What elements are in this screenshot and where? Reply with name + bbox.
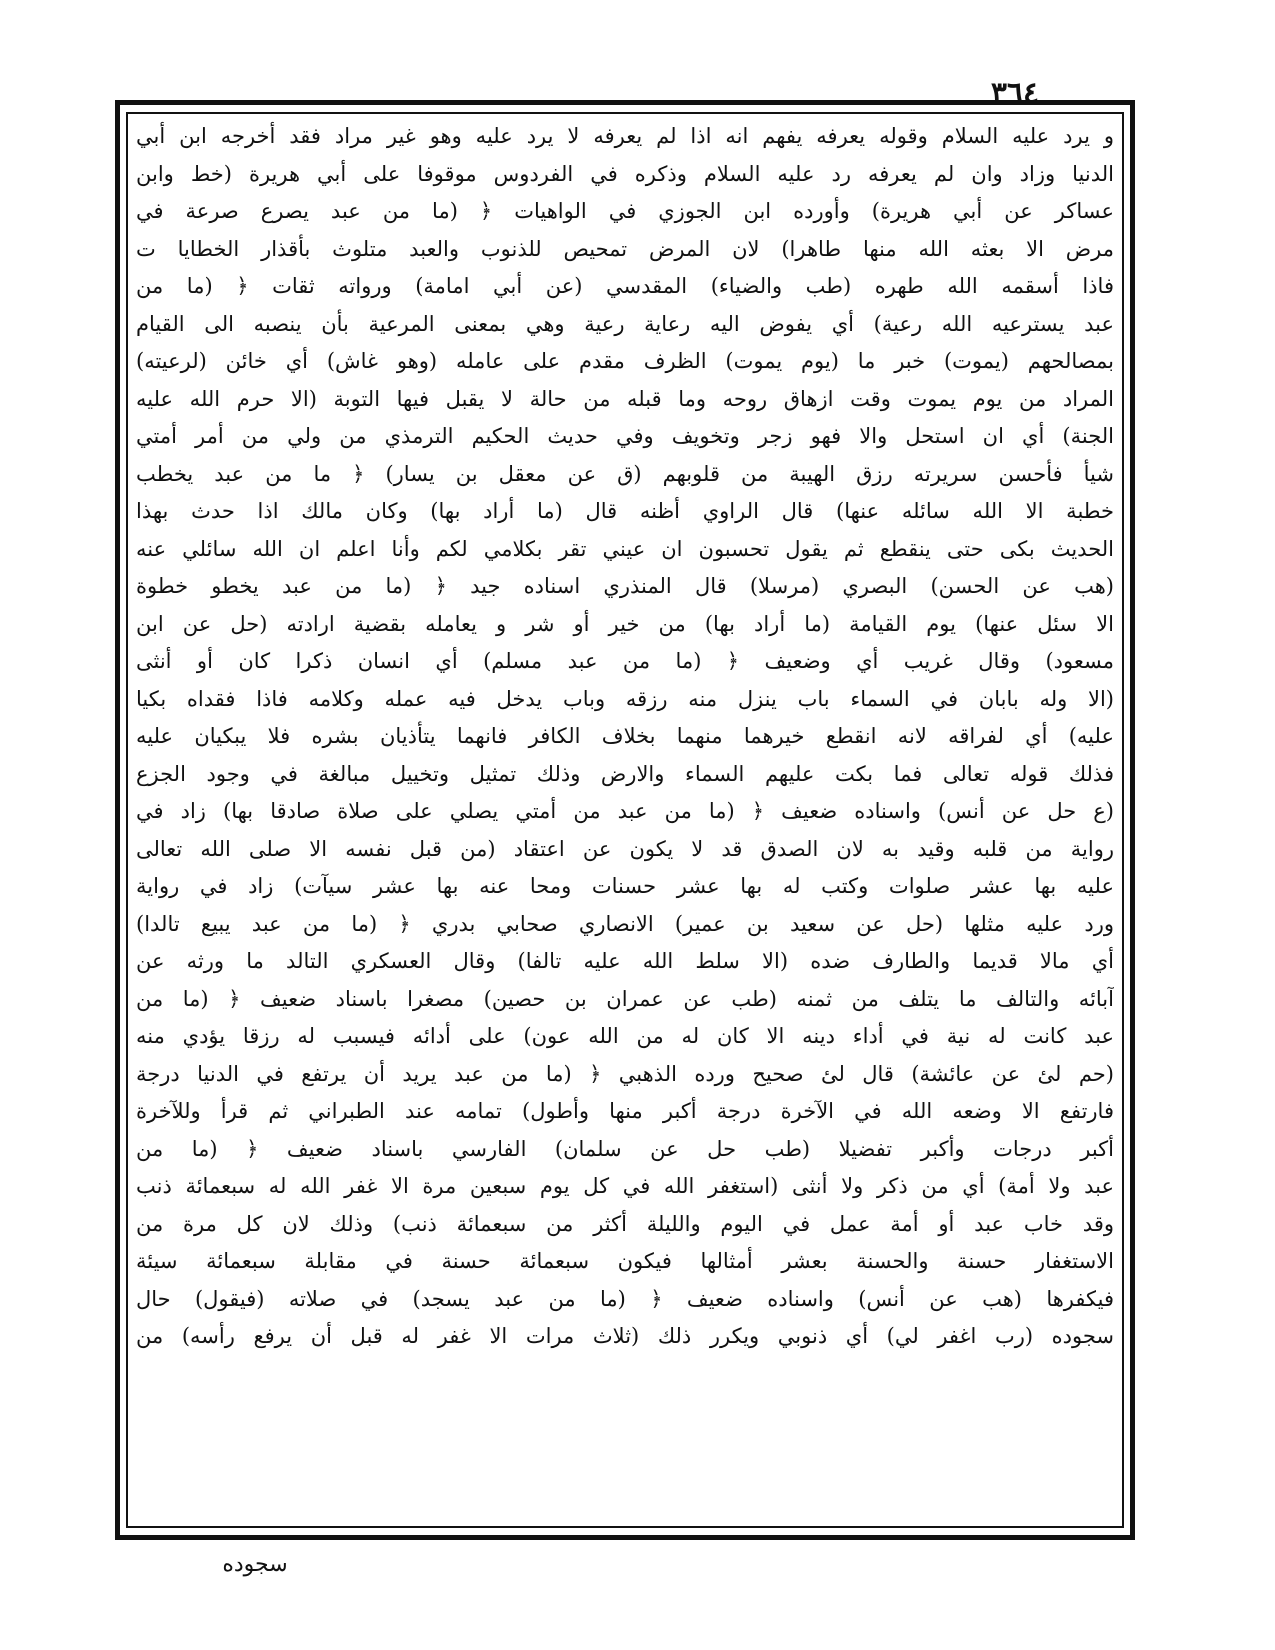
text-line: (ع حل عن أنس) واسناده ضعيف ﴿ (ما من عبد من أمتي يصلي على صلاة صادقا بها) زاد في (136, 799, 1114, 823)
text-line: عليه بها عشر صلوات وكتب له بها عشر حسنات ومحا عنه بها عشر سيآت) زاد في رواية (136, 874, 1114, 898)
text-line: الحديث بكى حتى ينقطع ثم يقول تحسبون ان عيني تقر بكلامي لكم وأنا اعلم ان الله سائلي عنه (136, 536, 1114, 561)
text-line: فذلك قوله تعالى فما بكت عليهم السماء والارض وذلك تمثيل وتخييل مبالغة في وجود الجزع (136, 761, 1114, 786)
catchword: سجوده (222, 1552, 288, 1577)
text-line: بمصالحهم (يموت) خبر ما (يوم يموت) الظرف مقدم على عامله (وهو غاش) أي خائن (لرعيته) (136, 349, 1114, 373)
text-line: الدنيا وزاد وان لم يعرفه رد عليه السلام وذكره في الفردوس موقوفا على أبي هريرة (خط وابن (136, 161, 1114, 186)
text-line: و يرد عليه السلام وقوله يعرفه يفهم انه اذا لم يعرفه لا يرد عليه وهو غير مراد فقد أخرجه ابن أبي (136, 124, 1114, 148)
text-line: فارتفع الا وضعه الله في الآخرة درجة أكبر منها وأطول) تمامه عند الطبراني ثم قرأ وللآخرة (136, 1099, 1114, 1123)
text-line: (حم لئ عن عائشة) قال لئ صحيح ورده الذهبي ﴿ (ما من عبد يريد أن يرتفع في الدنيا درجة (136, 1061, 1114, 1086)
text-line: المراد من يوم يموت وقت ازهاق روحه وما قبله من حالة لا يقبل فيها التوبة (الا حرم الله عليه (136, 386, 1114, 411)
text-line: الجنة) أي ان استحل والا فهو زجر وتخويف وفي حديث الحكيم الترمذي من ولي من أمر أمتي (136, 424, 1114, 448)
text-line: فاذا أسقمه الله طهره (طب والضياء) المقدسي (عن أبي امامة) ورواته ثقات ﴿ (ما من (136, 274, 1114, 298)
text-line: أي مالا قديما والطارف ضده (الا سلط الله عليه تالفا) وقال العسكري التالد ما ورثه عن (136, 949, 1114, 973)
text-line: الاستغفار حسنة والحسنة بعشر أمثالها فيكون سبعمائة حسنة في مقابلة سبعمائة سيئة (136, 1249, 1114, 1273)
text-line: خطبة الا الله سائله عنها) قال الراوي أظنه قال (ما أراد بها) وكان مالك اذا حدث بهذا (136, 499, 1114, 523)
text-line: أكبر درجات وأكبر تفضيلا (طب حل عن سلمان) الفارسي باسناد ضعيف ﴿ (ما من (136, 1136, 1114, 1161)
text-line: مرض الا بعثه الله منها طاهرا) لان المرض تمحيص للذنوب والعبد متلوث بأقذار الخطايا ت (136, 236, 1114, 261)
text-line: رواية من قلبه وقيد به لان الصدق قد لا يكون عن اعتقاد (من قبل نفسه الا صلى الله تعالى (136, 836, 1114, 861)
text-line: عبد يسترعيه الله رعية) أي يفوض اليه رعاية رعية وهي بمعنى المرعية بأن ينصبه الى القيام (136, 311, 1114, 336)
text-line: ورد عليه مثلها (حل عن سعيد بن عمير) الانصاري صحابي بدري ﴿ (ما من عبد يبيع تالدا) (136, 911, 1114, 936)
text-line: عبد ولا أمة) أي من ذكر ولا أنثى (استغفر الله في كل يوم سبعين مرة الا غفر الله له سبعمائة ذنب (136, 1174, 1114, 1198)
text-line: آبائه والتالف ما يتلف من ثمنه (طب عن عمران بن حصين) مصغرا باسناد ضعيف ﴿ (ما من (136, 986, 1114, 1011)
text-line: الا سئل عنها) يوم القيامة (ما أراد بها) من خير أو شر و يعامله بقضية ارادته (حل عن ابن (136, 611, 1114, 636)
text-line: شيأ فأحسن سريرته رزق الهيبة من قلوبهم (ق عن معقل بن يسار) ﴿ ما من عبد يخطب (136, 461, 1114, 486)
text-line: (هب عن الحسن) البصري (مرسلا) قال المنذري اسناده جيد ﴿ (ما من عبد يخطو خطوة (136, 574, 1114, 598)
text-line: وقد خاب عبد أو أمة عمل في اليوم والليلة أكثر من سبعمائة ذنب) وذلك لان كل مرة من (136, 1211, 1114, 1236)
page-number: ٣٦٤ (990, 76, 1040, 111)
text-line: (الا وله بابان في السماء باب ينزل منه رزقه وباب يدخل فيه عمله وكلامه فاذا فقداه بكيا (136, 686, 1114, 711)
text-line: عليه) أي لفراقه لانه انقطع خيرهما منهما بخلاف الكافر فانهما يتأذيان بشره فلا يبكيان عليه (136, 724, 1114, 748)
text-line: عبد كانت له نية في أداء دينه الا كان له من الله عون) على أدائه فيسبب له رزقا يؤدي منه (136, 1024, 1114, 1048)
text-line: مسعود) وقال غريب أي وضعيف ﴿ (ما من عبد مسلم) أي انسان ذكرا كان أو أنثى (136, 649, 1114, 673)
text-line: سجوده (رب اغفر لي) أي ذنوبي ويكرر ذلك (ثلاث مرات الا غفر له قبل أن يرفع رأسه) من (136, 1324, 1114, 1348)
text-line: فيكفرها (هب عن أنس) واسناده ضعيف ﴿ (ما من عبد يسجد) في صلاته (فيقول) حال (136, 1286, 1114, 1311)
text-block (136, 118, 1114, 1520)
text-line: عساكر عن أبي هريرة) وأورده ابن الجوزي في الواهيات ﴿ (ما من عبد يصرع صرعة في (136, 199, 1114, 223)
